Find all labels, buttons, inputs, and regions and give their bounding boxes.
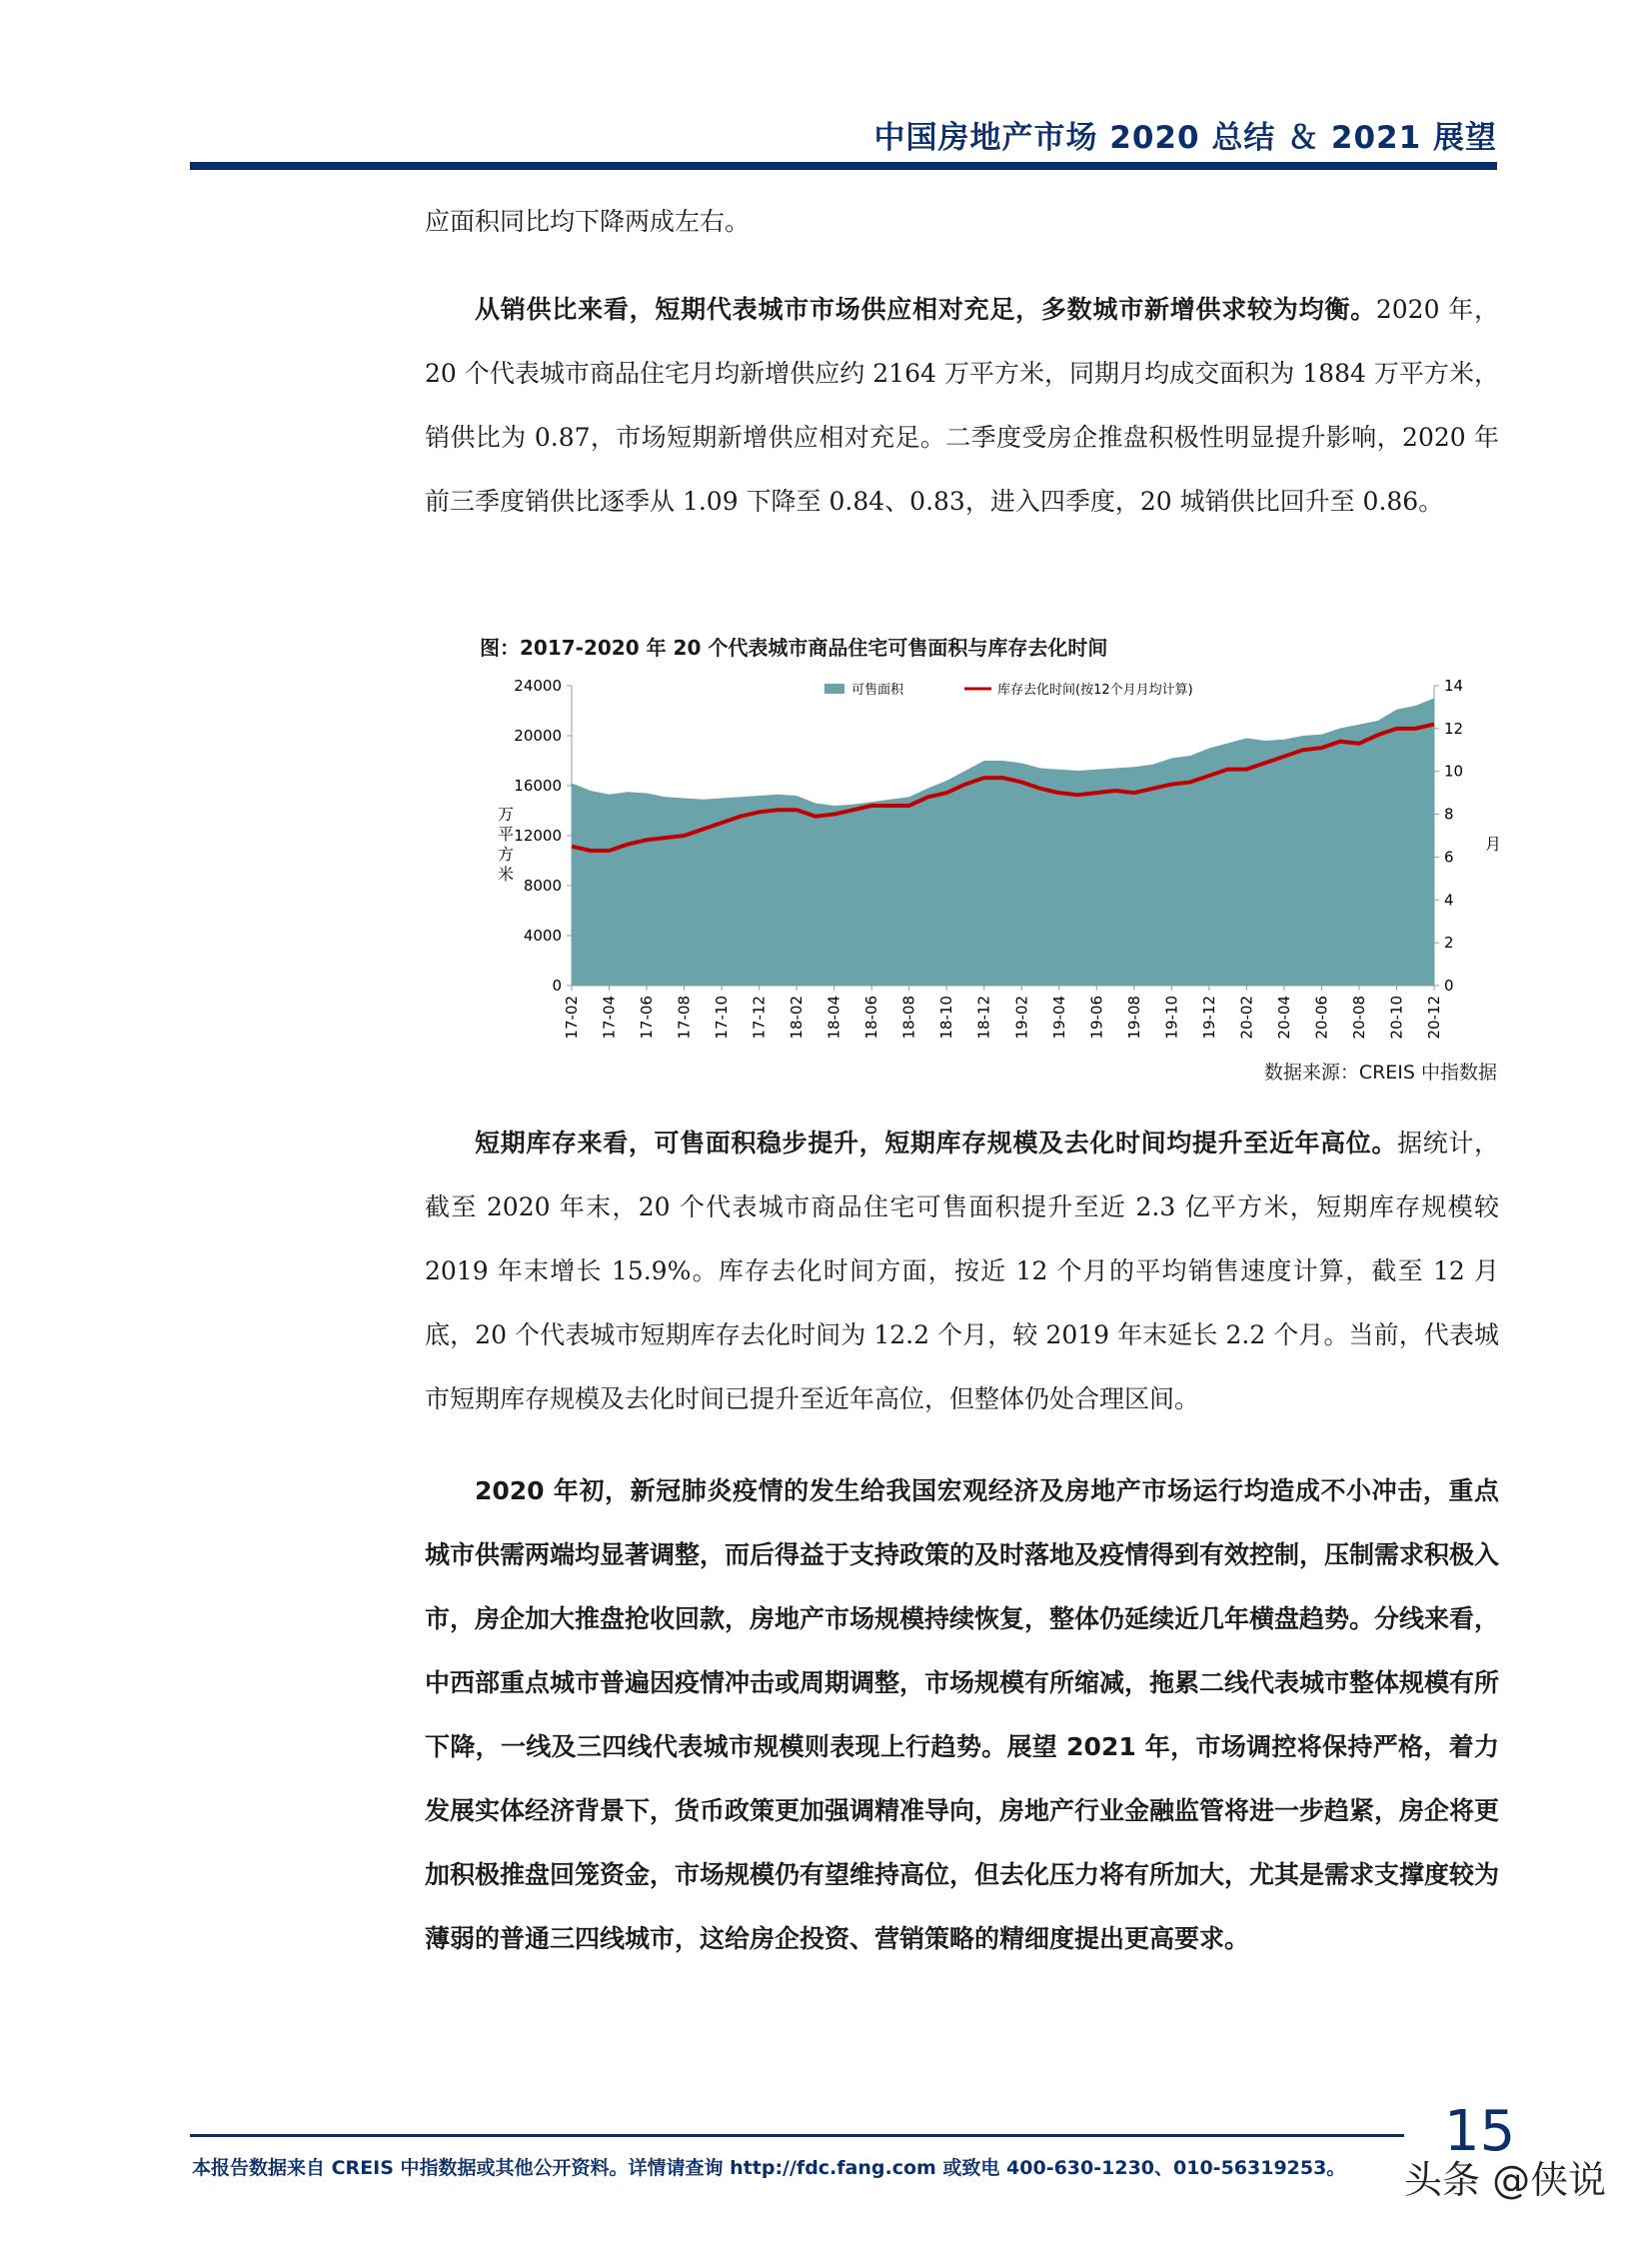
paragraph-lead: 短期库存来看，可售面积稳步提升，短期库存规模及去化时间均提升至近年高位。 <box>475 1128 1398 1157</box>
y2-tick-label: 10 <box>1444 762 1464 781</box>
x-tick-label: 20-04 <box>1274 996 1293 1040</box>
chart-legend <box>825 682 1193 698</box>
x-tick-label: 19-06 <box>1087 996 1106 1040</box>
x-tick-label: 17-10 <box>713 996 732 1040</box>
x-tick-label: 19-10 <box>1162 996 1181 1040</box>
paragraph-outlook <box>425 1459 1499 1971</box>
y-axis-title-char: 方 <box>498 845 515 864</box>
y-axis-title-char: 平 <box>498 825 515 844</box>
y-tick-label: 4000 <box>523 927 562 945</box>
x-tick-label: 17-04 <box>600 996 619 1040</box>
x-tick-label: 17-02 <box>563 996 581 1040</box>
footer-disclaimer: 本报告数据来自 CREIS 中指数据或其他公开资料。详情请查询 http://fdc.fang.com 或致电 400-630-1230、010-56319253。 <box>192 2157 1346 2179</box>
y-tick-label: 0 <box>552 977 562 995</box>
x-tick-label: 17-12 <box>750 996 769 1040</box>
x-tick-label: 20-02 <box>1237 996 1256 1040</box>
y-tick-label: 8000 <box>523 877 562 895</box>
report-header-title: 中国房地产市场 2020 总结 ＆ 2021 展望 <box>873 120 1497 156</box>
figure-caption: 图：2017-2020 年 20 个代表城市商品住宅可售面积与库存去化时间 <box>480 636 1108 660</box>
page-number: 15 <box>1444 2099 1516 2164</box>
header-divider <box>190 162 1497 170</box>
x-tick-label: 20-08 <box>1349 996 1368 1040</box>
paragraph-lead: 从销供比来看，短期代表城市市场供应相对充足，多数城市新增供求较为均衡。 <box>475 295 1376 324</box>
legend-label-line: 库存去化时间(按12个月月均计算) <box>997 683 1193 698</box>
paragraph-sales-supply-ratio <box>425 278 1499 534</box>
y-tick-label: 24000 <box>514 677 562 695</box>
x-tick-label: 19-08 <box>1124 996 1143 1040</box>
x-tick-label: 20-06 <box>1312 996 1331 1040</box>
inventory-chart <box>480 672 1529 1057</box>
watermark: 头条 @侠说 <box>1404 2158 1607 2202</box>
y-tick-label: 12000 <box>514 827 562 845</box>
y2-tick-label: 6 <box>1444 848 1454 867</box>
paragraph-text: 2020 年，20 个代表城市商品住宅月均新增供应约 2164 万平方米，同期月均成交面积为 1884 万平方米，销供比为 0.87，市场短期新增供应相对充足。二季度受房企推盘积极性明显提升影响，2020 年前三季度销供比逐季从 1.09 下降至 0.84、0.83，进入四季度，20 城销供比回升至 0.86。 <box>425 295 1499 516</box>
y-tick-label: 20000 <box>514 727 562 745</box>
x-tick-label: 18-02 <box>788 996 807 1040</box>
y-tick-label: 16000 <box>514 777 562 795</box>
x-tick-label: 18-04 <box>825 996 843 1040</box>
y2-tick-label: 14 <box>1444 677 1464 695</box>
x-tick-label: 18-12 <box>974 996 993 1040</box>
y2-tick-label: 0 <box>1444 977 1454 995</box>
x-tick-label: 18-08 <box>899 996 918 1040</box>
x-tick-label: 17-08 <box>675 996 694 1040</box>
x-tick-label: 19-02 <box>1012 996 1031 1040</box>
series-area-available-area <box>572 699 1434 987</box>
paragraph-text: 应面积同比均下降两成左右。 <box>425 207 751 236</box>
y2-axis-title: 月 <box>1485 835 1502 854</box>
x-tick-label: 18-06 <box>862 996 881 1040</box>
y2-tick-label: 4 <box>1444 891 1454 910</box>
paragraph-continued <box>425 190 1499 254</box>
legend-swatch-area <box>825 684 844 694</box>
y-axis-title-char: 米 <box>498 865 515 884</box>
y-axis-title-char: 万 <box>498 805 515 824</box>
y2-tick-label: 2 <box>1444 934 1454 953</box>
x-tick-label: 20-12 <box>1425 996 1443 1040</box>
x-tick-label: 19-12 <box>1199 996 1218 1040</box>
y-axis-title <box>498 805 514 884</box>
paragraph-text: 据统计，截至 2020 年末，20 个代表城市商品住宅可售面积提升至近 2.3 亿平方米，短期库存规模较 2019 年末增长 15.9%。库存去化时间方面，按近 12 个月的平均销售速度计算，截至 12 月底，20 个代表城市短期库存去化时间为 12.2 个月，较 2019 年末延长 2.2 个月。当前，代表城市短期库存规模及去化时间已提升至近年高位，但整体仍处合理区间。 <box>425 1128 1499 1413</box>
y2-tick-label: 12 <box>1444 719 1464 738</box>
figure-source: 数据来源：CREIS 中指数据 <box>1263 1062 1497 1084</box>
footer-divider <box>190 2134 1404 2137</box>
y2-tick-label: 8 <box>1444 805 1454 824</box>
x-tick-label: 17-06 <box>638 996 657 1040</box>
paragraph-inventory <box>425 1112 1499 1431</box>
legend-label-area: 可售面积 <box>851 683 904 698</box>
x-tick-label: 19-04 <box>1049 996 1068 1040</box>
x-tick-label: 20-10 <box>1387 996 1406 1040</box>
x-tick-label: 18-10 <box>937 996 956 1040</box>
paragraph-text: 2020 年初，新冠肺炎疫情的发生给我国宏观经济及房地产市场运行均造成不小冲击，重点城市供需两端均显著调整，而后得益于支持政策的及时落地及疫情得到有效控制，压制需求积极入市，房企加大推盘抢收回款，房地产市场规模持续恢复，整体仍延续近几年横盘趋势。分线来看，中西部重点城市普遍因疫情冲击或周期调整，市场规模有所缩减，拖累二线代表城市整体规模有所下降，一线及三四线代表城市规模则表现上行趋势。展望 2021 年，市场调控将保持严格，着力发展实体经济背景下，货币政策更加强调精准导向，房地产行业金融监管将进一步趋紧，房企将更加积极推盘回笼资金，市场规模仍有望维持高位，但去化压力将有所加大，尤其是需求支撑度较为薄弱的普通三四线城市，这给房企投资、营销策略的精细度提出更高要求。 <box>425 1476 1500 1953</box>
